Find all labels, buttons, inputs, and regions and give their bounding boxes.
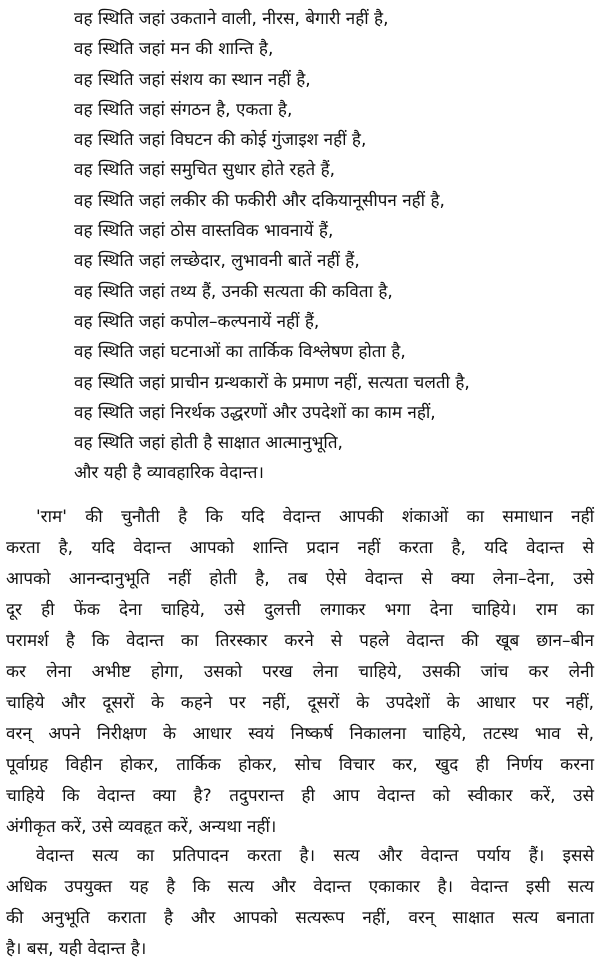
paragraph-line: दूर ही फेंक देना चाहिये, उसे दुलत्ती लगाकर भगा देना चाहिये। राम का bbox=[6, 600, 594, 620]
paragraph-line: अधिक उपयुक्त यह है कि सत्य और वेदान्त एकाकार है। वेदान्त इसी सत्य bbox=[6, 877, 594, 897]
verse-block bbox=[74, 4, 594, 489]
paragraph-line: की अनुभूति कराता है और आपको सत्यरूप नहीं, वरन् साक्षात सत्य बनाता bbox=[6, 908, 594, 928]
paragraph-line: चाहिये कि वेदान्त क्या है? तदुपरान्त ही आप वेदान्त को स्वीकार करें, उसे bbox=[6, 786, 594, 806]
verse-line: वह स्थिति जहां लकीर की फकीरी और दकियानूसीपन नहीं है, bbox=[74, 190, 445, 211]
paragraph-2 bbox=[6, 841, 594, 965]
verse-line: वह स्थिति जहां मन की शान्ति है, bbox=[74, 39, 274, 60]
verse-line: वह स्थिति जहां लच्छेदार, लुभावनी बातें नहीं हैं, bbox=[74, 251, 360, 272]
verse-line: वह स्थिति जहां संशय का स्थान नहीं है, bbox=[74, 69, 311, 90]
paragraph-line: करता है, यदि वेदान्त आपको शान्ति प्रदान नहीं करता है, यदि वेदान्त से bbox=[6, 538, 594, 558]
verse-line: वह स्थिति जहां संगठन है, एकता है, bbox=[74, 99, 293, 120]
paragraph-line: वरन् अपने निरीक्षण के आधार स्वयं निष्कर्ष निकालना चाहिये, तटस्थ भाव से, bbox=[6, 724, 594, 744]
paragraph-1 bbox=[6, 502, 594, 843]
paragraph-line: है। बस, यही वेदान्त है। bbox=[6, 939, 147, 959]
paragraph-line: पूर्वाग्रह विहीन होकर, तार्किक होकर, सोच विचार कर, खुद ही निर्णय करना bbox=[6, 755, 594, 775]
verse-line: और यही है व्यावहारिक वेदान्त। bbox=[74, 463, 264, 484]
verse-line: वह स्थिति जहां तथ्य हैं, उनकी सत्यता की कविता है, bbox=[74, 281, 393, 302]
verse-line: वह स्थिति जहां प्राचीन ग्रन्थकारों के प्रमाण नहीं, सत्यता चलती है, bbox=[74, 372, 470, 393]
verse-line: वह स्थिति जहां होती है साक्षात आत्मानुभूति, bbox=[74, 433, 343, 454]
paragraph-line: वेदान्त सत्य का प्रतिपादन करता है। सत्य और वेदान्त पर्याय हैं। इससे bbox=[36, 846, 594, 866]
verse-line: वह स्थिति जहां विघटन की कोई गुंजाइश नहीं है, bbox=[74, 130, 367, 151]
paragraph-line: 'राम' की चुनौती है कि यदि वेदान्त आपकी शंकाओं का समाधान नहीं bbox=[36, 507, 594, 527]
verse-line: वह स्थिति जहां निरर्थक उद्धरणों और उपदेशों का काम नहीं, bbox=[74, 402, 436, 423]
verse-line: वह स्थिति जहां घटनाओं का तार्किक विश्लेषण होता है, bbox=[74, 342, 406, 363]
paragraph-line: आपको आनन्दानुभूति नहीं होती है, तब ऐसे वेदान्त से क्या लेना–देना, उसे bbox=[6, 569, 594, 589]
paragraph-line: परामर्श है कि वेदान्त का तिरस्कार करने से पहले वेदान्त की खूब छान–बीन bbox=[6, 631, 594, 651]
verse-line: वह स्थिति जहां उकताने वाली, नीरस, बेगारी नहीं है, bbox=[74, 9, 389, 29]
paragraph-line: अंगीकृत करें, उसे व्यवहृत करें, अन्यथा नहीं। bbox=[6, 817, 277, 837]
paragraph-line: चाहिये और दूसरों के कहने पर नहीं, दूसरों के उपदेशों के आधार पर नहीं, bbox=[6, 693, 594, 713]
verse-line: वह स्थिति जहां कपोल–कल्पनायें नहीं हैं, bbox=[74, 311, 320, 332]
verse-line: वह स्थिति जहां समुचित सुधार होते रहते हैं, bbox=[74, 160, 336, 181]
verse-line: वह स्थिति जहां ठोस वास्तविक भावनायें हैं, bbox=[74, 221, 334, 242]
paragraph-line: कर लेना अभीष्ट होगा, उसको परख लेना चाहिये, उसकी जांच कर लेनी bbox=[6, 662, 594, 682]
